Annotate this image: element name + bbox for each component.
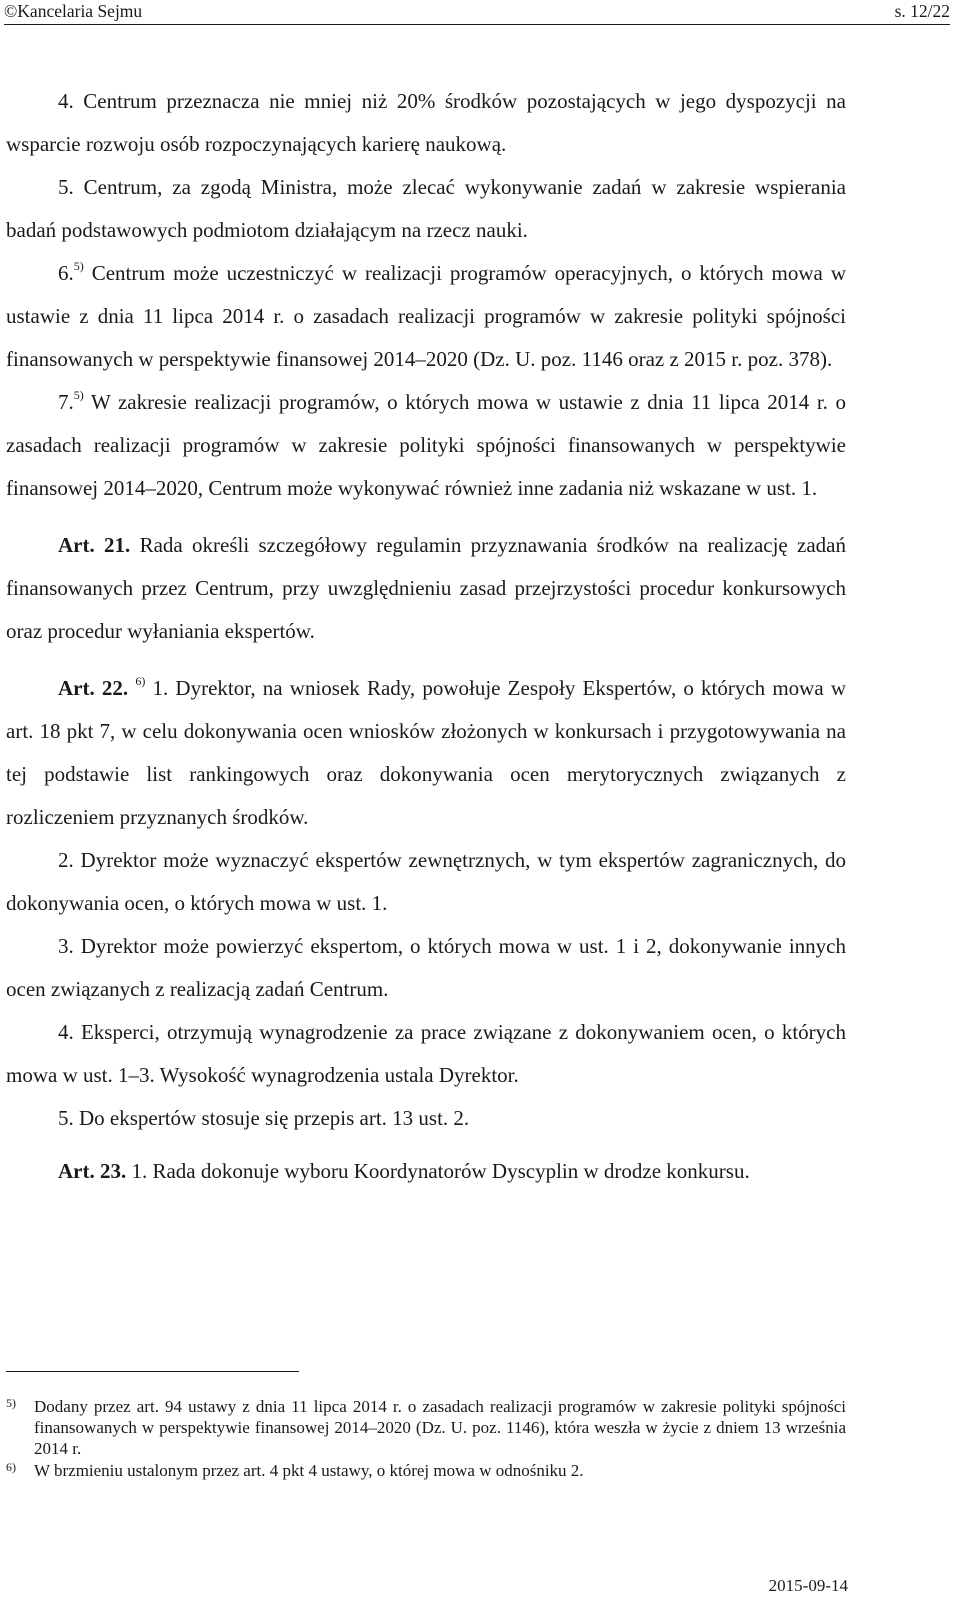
page-header <box>4 0 950 25</box>
paragraph-6-text: Centrum może uczestniczyć w realizacji programów operacyjnych, o których mowa w ustawie z dnia 11 lipca 2014 r. o zasadach realizacji programów w zakresie polityki spójności finansowanych w perspektywie finansowej 2014–2020 (Dz. U. poz. 1146 oraz z 2015 r. poz. 378). <box>6 261 846 371</box>
footnote-ref-6: 6) <box>135 674 146 688</box>
article-22-p1-text: 1. Dyrektor, na wniosek Rady, powołuje Zespoły Ekspertów, o których mowa w art. 18 pkt 7, w celu dokonywania ocen wniosków złożonych w konkursach i przygotowywania na tej podstawie list rankingowych oraz dokonywania ocen merytorycznych związanych z rozliczeniem przyznanych środków. <box>6 676 847 829</box>
article-22-paragraph-4: 4. Eksperci, otrzymują wynagrodzenie za prace związane z dokonywaniem ocen, o których mowa w ust. 1–3. Wysokość wynagrodzenia ustala Dyrektor. <box>6 1020 846 1087</box>
footnote-divider <box>6 1371 299 1372</box>
article-23-text: 1. Rada dokonuje wyboru Koordynatorów Dyscyplin w drodze konkursu. <box>126 1159 750 1183</box>
footnotes <box>6 1396 846 1482</box>
article-23-label: Art. 23. <box>58 1159 127 1183</box>
paragraph-7-text: W zakresie realizacji programów, o których mowa w ustawie z dnia 11 lipca 2014 r. o zasadach realizacji programów w zakresie polityki spójności finansowanych w perspektywie finansowej 2014–2020, Centrum może wykonywać również inne zadania niż wskazane w ust. 1. <box>6 390 846 500</box>
article-22-label: Art. 22. <box>58 676 129 700</box>
article-21 <box>6 524 846 653</box>
paragraph-7 <box>6 381 846 510</box>
paragraph-5: 5. Centrum, za zgodą Ministra, może zlecać wykonywanie zadań w zakresie wspierania badań podstawowych podmiotom działającym na rzecz nauki. <box>6 175 846 242</box>
header-source: ©Kancelaria Sejmu <box>4 1 143 21</box>
document-body <box>6 80 846 1193</box>
article-21-text: Rada określi szczegółowy regulamin przyznawania środków na realizację zadań finansowanych przez Centrum, przy uwzględnieniu zasad przejrzystości procedur konkursowych oraz procedur wyłaniania ekspertów. <box>6 533 846 643</box>
paragraph-6 <box>6 252 846 381</box>
article-21-label: Art. 21. <box>58 533 131 557</box>
header-page-number: s. 12/22 <box>894 1 950 21</box>
footnote-mark: 5) <box>6 1396 16 1410</box>
article-22-paragraph-2: 2. Dyrektor może wyznaczyć ekspertów zewnętrznych, w tym ekspertów zagranicznych, do dokonywania ocen, o których mowa w ust. 1. <box>6 848 846 915</box>
article-22-paragraph-3: 3. Dyrektor może powierzyć ekspertom, o których mowa w ust. 1 i 2, dokonywanie innych ocen związanych z realizacją zadań Centrum. <box>6 934 846 1001</box>
footnote-text: W brzmieniu ustalonym przez art. 4 pkt 4 ustawy, o której mowa w odnośniku 2. <box>34 1461 584 1480</box>
footnote-5 <box>6 1396 846 1459</box>
footnote-text: Dodany przez art. 94 ustawy z dnia 11 lipca 2014 r. o zasadach realizacji programów w zakresie polityki spójności finansowanych w perspektywie finansowej 2014–2020 (Dz. U. poz. 1146), która weszła w życie z dniem 13 września 2014 r. <box>34 1397 846 1458</box>
article-22-paragraph-1 <box>6 667 846 839</box>
footnote-ref-5: 5) <box>73 388 84 402</box>
paragraph-7-number: 7. <box>58 390 74 414</box>
paragraph-4: 4. Centrum przeznacza nie mniej niż 20% środków pozostających w jego dyspozycji na wsparcie rozwoju osób rozpoczynających karierę naukową. <box>6 89 846 156</box>
footnote-ref-5: 5) <box>73 259 84 273</box>
document-date: 2015-09-14 <box>768 1576 848 1595</box>
paragraph-6-number: 6. <box>58 261 74 285</box>
footnote-6 <box>6 1460 846 1481</box>
footnote-mark: 6) <box>6 1460 16 1474</box>
article-23 <box>6 1150 846 1193</box>
article-22-paragraph-5: 5. Do ekspertów stosuje się przepis art. 13 ust. 2. <box>58 1106 470 1130</box>
